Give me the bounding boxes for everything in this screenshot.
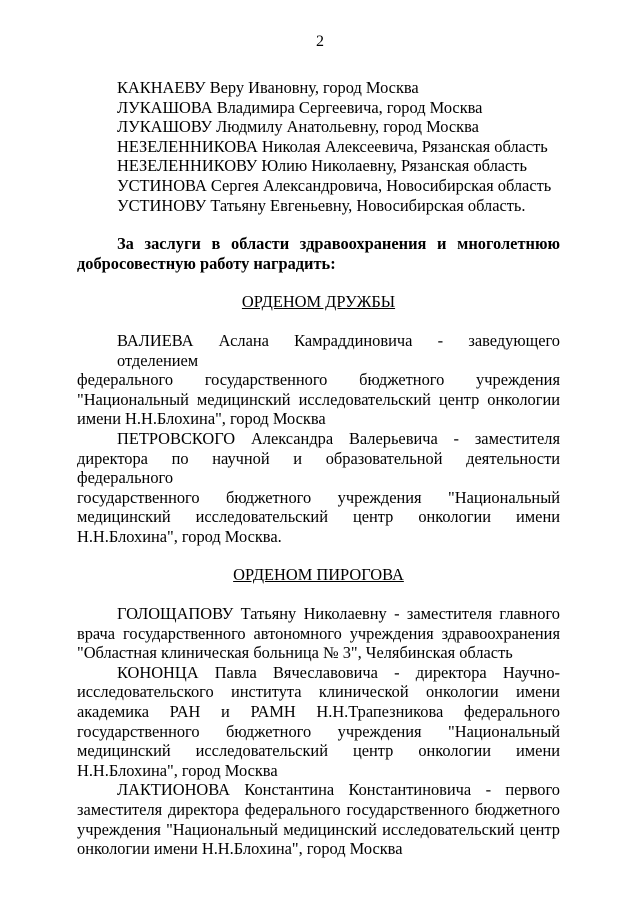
list-item: УСТИНОВУ Татьяну Евгеньевну, Новосибирская область. [117,195,526,215]
names-list [77,78,560,215]
award-entry [77,331,560,429]
award-entry [77,604,560,663]
entry-line: "Областная клиническая больница № 3", Челябинская область [77,643,513,663]
entry-line: ГОЛОЩАПОВУ Татьяну Николаевну - заместителя главного [117,604,560,624]
award-entry [77,429,560,547]
entry-line: заместителя директора федерального государственного бюджетного [77,800,560,819]
list-item: ЛУКАШОВУ Людмилу Анатольевну, город Москва [117,117,479,137]
list-item: НЕЗЕЛЕННИКОВА Николая Алексеевича, Рязанская область [117,136,548,156]
order-friendship-heading: ОРДЕНОМ ДРУЖБЫ [241,292,396,312]
entry-line: директора по научной и образовательной деятельности федерального [77,448,560,488]
entry-line: ВАЛИЕВА Аслана Камраддиновича - заведующего отделением [117,330,560,370]
award-intro-line: добросовестную работу наградить: [77,253,336,273]
award-intro [77,234,560,273]
list-item: КАКНАЕВУ Веру Ивановну, город Москва [117,78,419,97]
entry-line: федерального государственного бюджетного учреждения [77,370,560,390]
entry-line: ПЕТРОВСКОГО Александра Валерьевича - заместителя [117,428,560,448]
entry-line: академика РАН и РАМН Н.Н.Трапезникова федерального [77,702,560,722]
list-item: ЛУКАШОВА Владимира Сергеевича, город Москва [117,97,483,117]
award-intro-line: За заслуги в области здравоохранения и многолетнюю [117,234,560,254]
list-item: НЕЗЕЛЕННИКОВУ Юлию Николаевну, Рязанская область [117,156,527,176]
entry-line: медицинский исследовательский центр онкологии имени [77,507,560,527]
award-entry [77,663,560,781]
entry-line: Н.Н.Блохина", город Москва. [77,526,282,546]
entry-line: учреждения "Национальный медицинский исследовательский центр [77,819,560,839]
entry-line: исследовательского института клинической онкологии имени [77,682,560,702]
entry-line: КОНОНЦА Павла Вячеславовича - директора Научно- [117,662,560,682]
entry-line: онкологии имени Н.Н.Блохина", город Москва [77,839,403,859]
page-number: 2 [316,33,324,50]
entry-line: государственного бюджетного учреждения "Национальный [77,721,560,741]
entry-line: государственного бюджетного учреждения "Национальный [77,487,560,507]
entry-line: врача государственного автономного учреждения здравоохранения [77,623,560,643]
entry-line: ЛАКТИОНОВА Константина Константиновича - первого [117,780,560,800]
list-item: УСТИНОВА Сергея Александровича, Новосибирская область [117,175,552,195]
document-body [77,78,560,859]
entry-line: "Национальный медицинский исследовательский центр онкологии [77,389,560,409]
entry-line: медицинский исследовательский центр онкологии имени [77,741,560,761]
entry-line: Н.Н.Блохина", город Москва [77,760,278,780]
award-entry [77,780,560,858]
order-pirogov-heading: ОРДЕНОМ ПИРОГОВА [233,565,404,585]
entry-line: имени Н.Н.Блохина", город Москва [77,409,326,429]
